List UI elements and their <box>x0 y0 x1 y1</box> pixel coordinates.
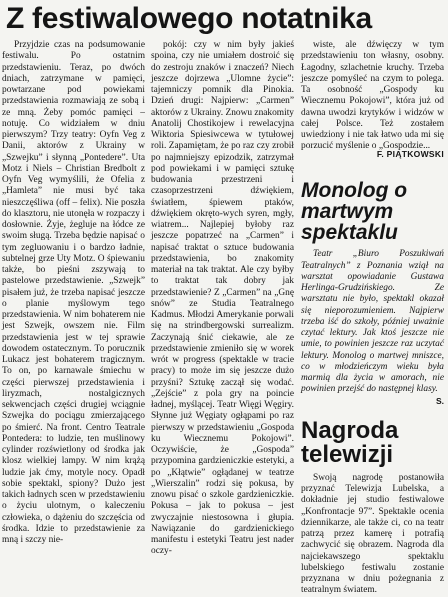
sidebar-1-title: Monolog o martwym spektaklu <box>301 179 408 245</box>
sidebar-1-text: Teatr „Biuro Poszukiwań Teatralnych” z Poznania wziął na warsztat opowiadanie Gustawa Herlinga-Grudzińskiego. Ze warsztatu nie było, spektakl okazał się nieporozumieniem. Najpierw trzeba iść do szkoły, później uważnie czytać lektury. Jak ktoś jeszcze nie umie, to powinien jeszcze raz uczytać lektury. Monolog o martwej mniszce, co w młodzieńczym wieku była marmią dla życia w amorach, nie powinien przejść do następnej klasy. <box>301 249 444 395</box>
sidebar-2-text: Swoją nagrodę postanowiła przyznać Telewizja Lubelska, a dokładnie jej studio festiwalowe „Konfrontacje 97”. Spektakle ocenia dziennikarze, ale także ci, co na teatr patrzą przez kamerę i potrafią zachwycić się obrazem. Nagroda dla najciekawszego spektaklu lubelskiego festiwalu zostanie przyznana w dniu pożegnania z teatralnym światem. <box>301 472 444 596</box>
article-column-2 <box>151 40 294 557</box>
article-text-column-3: wiste, ale dźwięczy w tym przedstawieniu ton własny, osobny. Łagodny, szlachetnie kruchy. Trzeba jeszcze pomyśleć na czym to polega. Ta osobność „Gospody ku Wiecznemu Pokojowi”, która już od dawna uwodzi krytyków i widzów w całej Polsce. Też zostałem uwiedziony i nie tak łatwo uda mi się porzucić myślenie o „Gospodzie... <box>301 40 444 152</box>
article-text-column-2: pokój: czy w nim były jakieś spoina, czy nie umiałem dostroić się do zestroju znaków i znaczeń? Niech jeszcze dojrzewa „Ulomne życie”: tajemniczy pomnik dla Pinokia. Dzień drugi: Najpierw: „Carmen” aktorów z Ukrainy. Znowu znakomity Anatolij Chostikojew i rewelacyjna Wiktoria Spiesiwcewa w tytułowej roli. Zapamiętam, że po raz czy zrobił po najmniejszy epizodzik, zatrzymał pod powiekami i w pamięci sztukę budowania przestrzeni i czasoprzestrzeni dźwiękiem, światłem, śpiewem ptaków, dźwiękiem okręto-wych syren, mgły, wiatrem... Najlepiej byłoby raz jeszcze popatrzeć na „Carmen” i napisać traktat o sztuce budowania przedstawienia, bo znakomity materiał na tak traktat. Ale czy byłby to traktat tak dobry jak przedstawienie? Z „Carmen” na „Gnę snów” ze Studia Teatralnego Kadmus. Młodzi Amerykanie porwali się na strindbergowski surrealizm. Zaczynają śnić ciekawie, ale ze przedstawienie zmieniło się w worek wrót w progress (spektakle w tracie pracy) to może im się jeszcze dużo przyśni? Sztukę zaczął się wodać. „Zejście” z pola gry na poincie ładnej, myślącej. Teatr Więgi Węgiry. Słynne już Węgiaty ogłąpami po raz pierwszy w przedstawieniu „Gospoda ku Wiecznemu Pokojowi”. Oczywiście, że „Gospoda” przypomina gardzieniczkie estetyki, a po „Kłątwie” ogłądanej w teatrze „Wierszalin” rodzi się pokusa, by znowu pisać o szkole gardzieniczkie. Pokusa – jak to pokusa – jest zwyczajnie niestosowna i głupia. Nawiązanie do gardzienickiego manifestu i estetyki Teatru jest nader oczy- <box>151 40 294 557</box>
sidebar-2-body <box>301 473 444 597</box>
author-signature: F. PIĄTKOWSKI <box>376 149 444 159</box>
sidebar-2-title: Nagroda telewizji <box>301 416 399 468</box>
sidebar-1-mark: S. <box>435 395 444 406</box>
article-headline: Z festiwalowego notatnika <box>6 2 372 35</box>
article-column-3 <box>301 40 444 596</box>
article-column-1 <box>2 40 145 545</box>
article-ending <box>301 40 444 152</box>
sidebar-1-body <box>301 249 444 395</box>
article-text-column-1: Przyjdzie czas na podsumowanie festiwalu. Po ostatnim przedstawieniu. Teraz, po dwóch dniach, zatrzymane w pamięci, powtarzane pod powiekami przedstawienia rozmawiają ze sobą i ze mną. Żeby pomóc pamięci – notuję. Co widziałem w dniu pierwszym? Trzy teatry: Oyfn Veg z Danii, aktorów z Ukrainy w „Szwejku” i słynną „Pontedere”. Uta Motz i Niels – Christian Bredbolt z Oyfn Veg wymyślili, że Ofelia z „Hamleta” nie musi być taka nieszczęśliwa (off – felix). Nie poszła do klasztoru, nie utonęła w rozpaczy i dosłownie. Żyje, żegluje na łódce ze swoim sługą. Trzeba będzie napisać o tym zegluowaniu i o bardzo ładnie, subtelnej grze Uty Motz. O śpiewaniu także, bo pieśni zszywają to pastelowe przedstawienie. „Szwejk” pisałem już, że trzeba napisać jeszcze o planie myślowym tego przedstawienia. W nim bohaterem nie jest Szwejk, owszem nie. Film przedstawienia jest w tej sprawie dowodem ostatecznym. To porucznik Lukacz jest bohaterem tragicznym. To on, po karnawale śmiechu w części pierwszej przedstawienia i liryzmach, nostalgicznych sekwencjach części drugiej wciągnie Szwejka do pociągu zmierzającego po śmierć. Na front. Centro Teatrale Pontedera: to ludzie, ten muślinowy cylinder rozświetlony od środka jak klosz wielkiej lampy. W nim krążą ludzie jak ćmy, motyle nocy. Opadł sobie spektakl, spiony? Dużo jest takich ładnych scen w przedstawieniu o życiu ulotnym, o kaleczeniu człowieka, o dążeniu do szczęścia od środka. Idzie to przedstawienie za mną i szczy nie- <box>2 40 145 545</box>
